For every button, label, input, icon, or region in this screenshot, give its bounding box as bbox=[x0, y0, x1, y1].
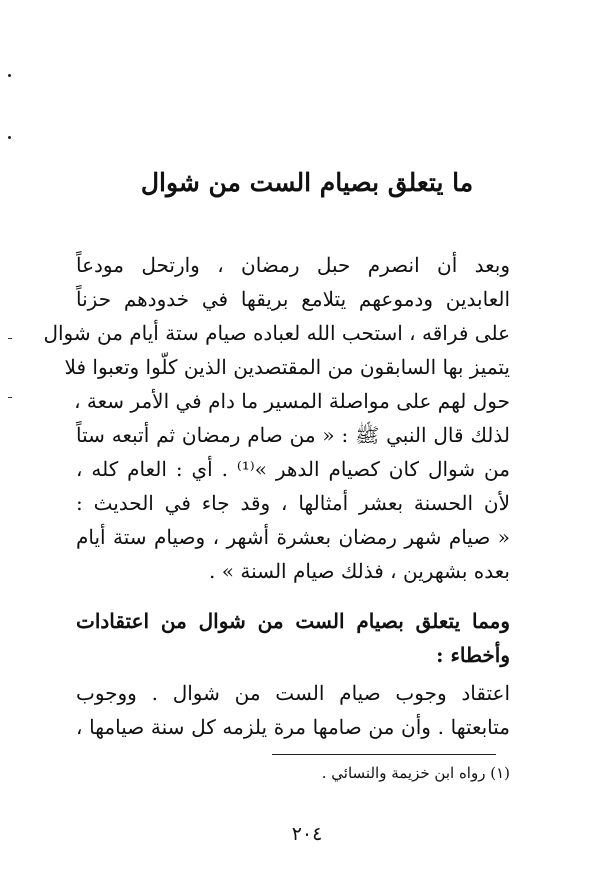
paragraph-subheading bbox=[76, 604, 510, 672]
page-number: ٢٠٤ bbox=[291, 823, 323, 845]
text-line: « صيام شهر رمضان بعشرة أشهر ، وصيام ستة أيام bbox=[76, 525, 510, 549]
margin-dash bbox=[8, 397, 12, 398]
text-line: على فراقه ، استحب الله لعباده صيام ستة أيام من شوال bbox=[43, 321, 510, 345]
text-line: اعتقاد وجوب صيام الست من شوال . ووجوب bbox=[76, 681, 510, 705]
text-line: لأن الحسنة بعشر أمثالها ، وقد جاء في الحديث : bbox=[76, 491, 510, 515]
section-title: ما يتعلق بصيام الست من شوال bbox=[140, 168, 474, 197]
text-line: لذلك قال النبي ﷺ : « من صام رمضان ثم أتبعه ستاً bbox=[76, 423, 510, 447]
text-line: متابعتها . وأن من صامها مرة يلزمه كل سنة صيامها ، bbox=[76, 715, 510, 739]
text-line: ومما يتعلق بصيام الست من شوال من اعتقادات bbox=[76, 609, 510, 633]
text-line: وأخطاء : bbox=[436, 643, 510, 667]
text-line: العابدين ودموعهم يتلامع بريقها في خدودهم حزناً bbox=[76, 287, 510, 311]
margin-dash bbox=[8, 338, 12, 339]
footnote-divider bbox=[272, 754, 496, 755]
paragraph-intro bbox=[43, 248, 510, 588]
text-line: حول لهم على مواصلة المسير ما دام في الأمر سعة ، bbox=[74, 389, 510, 413]
paragraph-belief bbox=[76, 676, 510, 744]
text-line: وبعد أن انصرم حبل رمضان ، وارتحل مودعاً bbox=[76, 253, 510, 277]
text-line: بعده بشهرين ، فذلك صيام السنة » . bbox=[209, 559, 510, 583]
footnote: (١) رواه ابن خزيمة والنسائي . bbox=[321, 764, 510, 782]
text-line: يتميز بها السابقون من المقتصدين الذين كلّوا وتعبوا فلا bbox=[64, 355, 510, 379]
margin-dot bbox=[8, 136, 11, 139]
margin-dot bbox=[8, 74, 11, 77]
text-line: من شوال كان كصيام الدهر »⁽¹⁾ . أي : العام كله ، bbox=[76, 457, 510, 481]
